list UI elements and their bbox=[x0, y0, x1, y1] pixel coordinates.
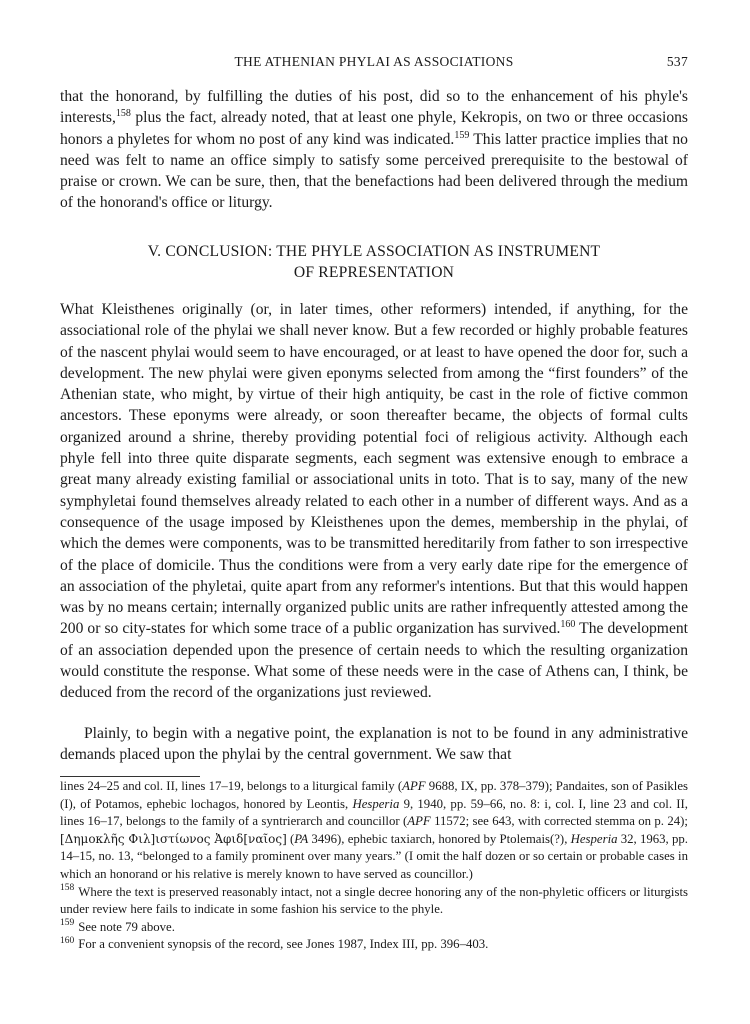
para1-text-b: plus the fact, already noted, that at least one phyle, Kekropis, on two or three occasions honors a phyletes for whom no post of any kind was indicated. bbox=[60, 109, 688, 148]
footnote-158-text: Where the text is preserved reasonably intact, not a single decree honoring any of the non-phyletic officers or liturgists under review here fails to indicate in some fashion his service to the phyle. bbox=[60, 884, 688, 917]
footnote-ref-158[interactable]: 158 bbox=[115, 108, 131, 120]
section-heading bbox=[60, 242, 688, 283]
para2-text-a: What Kleisthenes originally (or, in later times, other reformers) intended, if anything, for the associational role of the phylai we shall never know. But a few recorded or highly probable features of the nascent phylai would seem to have encouraged, or at least to have opened the door for, such a development. The new phylai were given eponyms selected from among the “first founders” of the Athenian state, who might, by virtue of their high antiquity, be cast in the role of fictive common ancestors. These eponyms were already, or soon thereafter became, the objects of formal cults organized around a shrine, thereby providing potential foci of religious activity. Although each phyle fell into three quite disparate segments, each segment was extensive enough to embrace a great many already existing familial or associational units in toto. That is to say, many of the new symphyletai found themselves already related to each other in a number of different ways. And as a consequence of the usage imposed by Kleisthenes upon the demes, membership in the phylai, of which the demes were components, was to be transmitted hereditarily from father to son irrespective of the place of domicile. Thus the conditions were from a very early date ripe for the emergence of an association of the phyletai, quite apart from any reformer's intentions. But that this would happen was by no means certain; internally organized public units are rather infrequently attested among the 200 or so city-states for which some trace of a public organization has survived. bbox=[60, 301, 688, 638]
footnote-160 bbox=[60, 936, 688, 954]
fn-cont-apf-1: APF bbox=[402, 779, 426, 793]
footnote-159-text: See note 79 above. bbox=[78, 919, 175, 934]
para1-text-a: that the honorand, by fulfilling the duties of his post, did so to the enhancement of his phyle's interests, bbox=[60, 88, 688, 127]
fn-cont-c: 9, 1940, pp. 59–66, no. 8: i, col. I, line 23 and col. II, lines 16–17, belongs to the family of a syntrierarch and councillor ( bbox=[60, 796, 688, 829]
footnote-159-number: 159 bbox=[60, 918, 75, 929]
fn-cont-a: lines 24–25 and col. II, lines 17–19, belongs to a liturgical family ( bbox=[60, 779, 403, 793]
fn-cont-b: 9688, IX, pp. 378–379); Pandaites, son of Pasikles (I), of Potamos, ephebic lochagos, honored by Leontis, bbox=[60, 779, 688, 811]
fn-cont-pa: PA bbox=[294, 831, 309, 846]
fn-cont-e: ( bbox=[286, 831, 295, 846]
footnote-160-number: 160 bbox=[60, 936, 75, 947]
fn-cont-g: 32, 1963, pp. 14–15, no. 13, “belonged to a family prominent over many years.” (I omit the half dozen or so certain or probable cases in which an honorand or his relative is merely known to have served as councillor.) bbox=[60, 831, 688, 881]
fn-cont-f: 3496), ephebic taxiarch, honored by Ptolemais(?), bbox=[308, 831, 571, 846]
paragraph-3 bbox=[60, 723, 688, 766]
section-heading-line-2: OF REPRESENTATION bbox=[293, 263, 455, 281]
footnote-158-number: 158 bbox=[60, 883, 75, 894]
footnote-ref-159[interactable]: 159 bbox=[454, 129, 470, 141]
para2-text-b: The development of an association depended upon the presence of certain needs to which the resulting organization would constitute the response. What some of these needs were in the case of Athens can, I think, be deduced from the record of the organizations just reviewed. bbox=[60, 620, 688, 702]
footnotes bbox=[60, 778, 688, 954]
fn-cont-hesperia-2: Hesperia bbox=[570, 831, 618, 846]
para3-text: Plainly, to begin with a negative point, the explanation is not to be found in any administrative demands placed upon the phylai by the central government. We saw that bbox=[60, 725, 688, 764]
fn-cont-apf-2: APF bbox=[407, 814, 431, 829]
paragraph-1 bbox=[60, 86, 688, 214]
page-number: 537 bbox=[666, 54, 688, 69]
para1-text-c: This latter practice implies that no need was felt to name an office simply to satisfy some perceived prerequisite to the bestowal of praise or crown. We can be sure, then, that the benefactions had been delivered through the medium of the honorand's office or liturgy. bbox=[60, 130, 688, 212]
footnote-divider bbox=[60, 776, 200, 777]
fn-cont-d: 11572; see 643, with corrected stemma on p. 24); bbox=[430, 814, 688, 829]
footnote-ref-160[interactable]: 160 bbox=[560, 619, 576, 631]
footnote-158 bbox=[60, 884, 688, 919]
footnote-160-text: For a convenient synopsis of the record, see Jones 1987, Index III, pp. 396–403. bbox=[78, 937, 489, 952]
footnote-continued bbox=[60, 778, 688, 884]
section-heading-line-1: V. CONCLUSION: THE PHYLE ASSOCIATION AS INSTRUMENT bbox=[147, 243, 601, 260]
footnote-159 bbox=[60, 919, 688, 937]
fn-cont-greek-name: [Δημοκλῆς Φιλ]ιστίωνος Ἀφιδ[ναῖος] bbox=[60, 831, 287, 846]
running-title: THE ATHENIAN PHYLAI AS ASSOCIATIONS bbox=[234, 54, 514, 69]
paragraph-2 bbox=[60, 299, 688, 704]
fn-cont-hesperia-1: Hesperia bbox=[352, 796, 400, 811]
